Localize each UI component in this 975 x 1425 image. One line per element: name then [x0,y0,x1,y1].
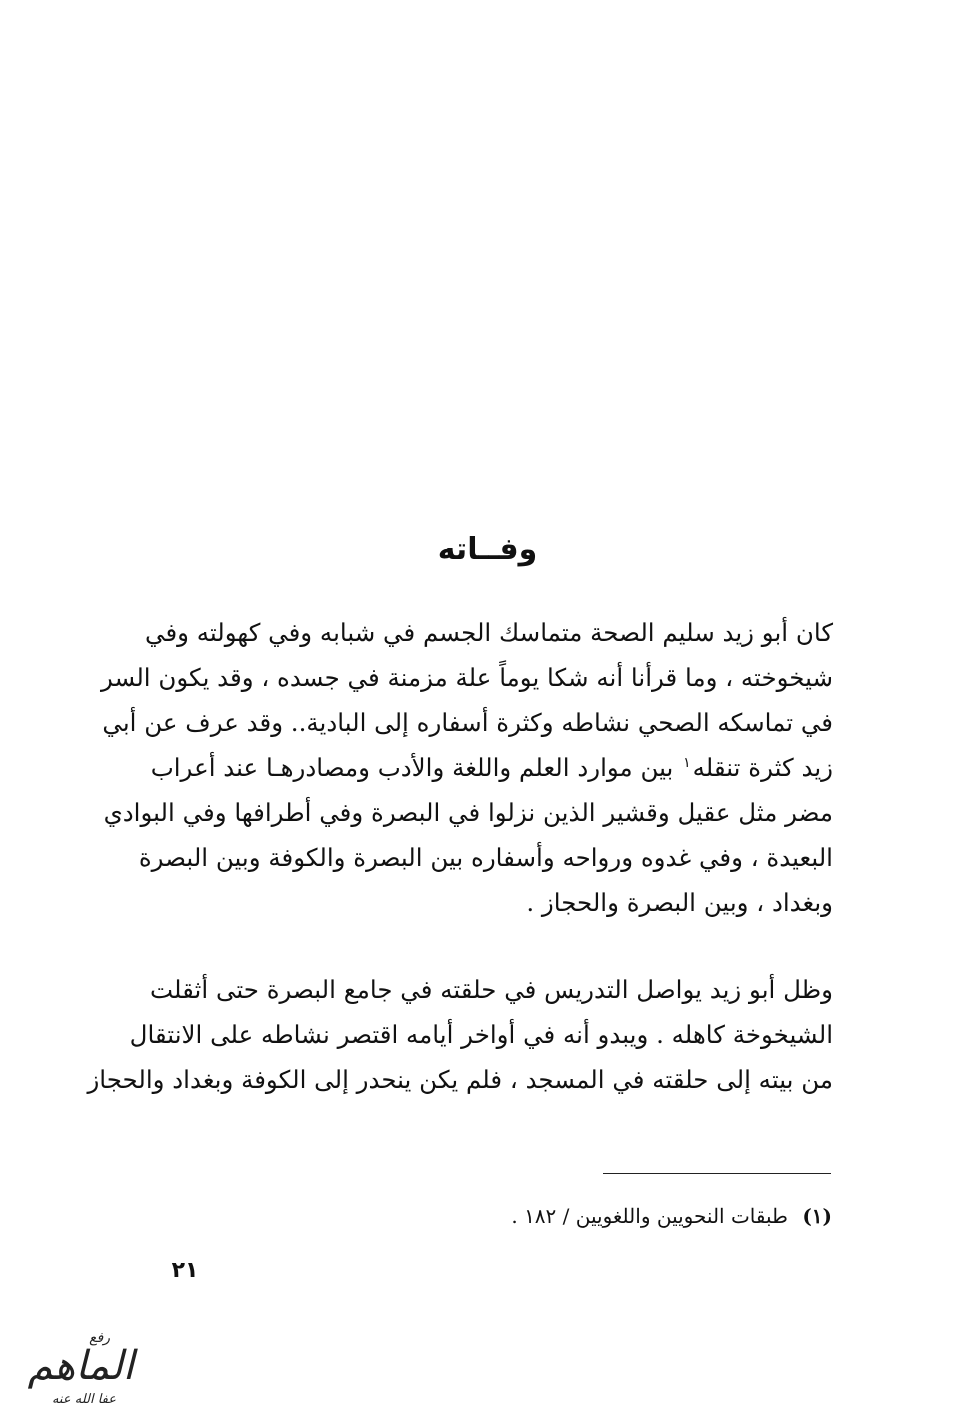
text-line: الشيخوخة كاهله . ويبدو أنه في أواخر أيامه اقتصر نشاطه على الانتقال [129,1020,833,1049]
text-line: وظل أبو زيد يواصل التدريس في حلقته في جامع البصرة حتى أثقلت [149,975,833,1004]
text-line: البعيدة ، وفي غدوه ورواحه وأسفاره بين البصرة والكوفة وبين البصرة [138,843,833,872]
text-line: شيخوخته ، وما قرأنا أنه شكا يوماً علة مزمنة في جسده ، وقد يكون السر [100,663,833,692]
footnote-number: (١) [802,1204,832,1228]
footnote-reference[interactable]: ١ [683,754,691,771]
footnote-divider [603,1173,831,1174]
footnote-text: طبقات النحويين واللغويين / ١٨٢ . [511,1204,788,1228]
chapter-heading: وفــاته [437,532,538,567]
text-line: مضر مثل عقيل وقشير الذين نزلوا في البصرة وفي أطرافها وفي البوادي [103,798,833,827]
footnote [400,1200,832,1232]
stamp-top-text: رفع [89,1330,110,1346]
text-line: في تماسكه الصحي نشاطه وكثرة أسفاره إلى البادية.. وقد عرف عن أبي [102,708,833,737]
stamp-sub-text: عفا الله عنه [51,1392,116,1407]
text-line: وبغداد ، وبين البصرة والحجاز . [526,888,833,917]
page-number: ٢١ [171,1258,199,1283]
paragraph-2 [87,967,833,1102]
text-line: من بيته إلى حلقته في المسجد ، فلم يكن ينحدر إلى الكوفة وبغداد والحجاز [87,1065,833,1094]
text-line-with-footnote [150,745,833,790]
owner-stamp [12,1330,142,1415]
text-line: كان أبو زيد سليم الصحة متماسك الجسم في شبابه وفي كهولته وفي [145,618,833,647]
stamp-main-text: الماهم [27,1343,134,1389]
text-segment: زيد كثرة تنقله [692,753,833,782]
text-segment: بين موارد العلم واللغة والأدب ومصادرهـا عند أعراب [150,753,674,782]
paragraph-1 [100,610,833,925]
